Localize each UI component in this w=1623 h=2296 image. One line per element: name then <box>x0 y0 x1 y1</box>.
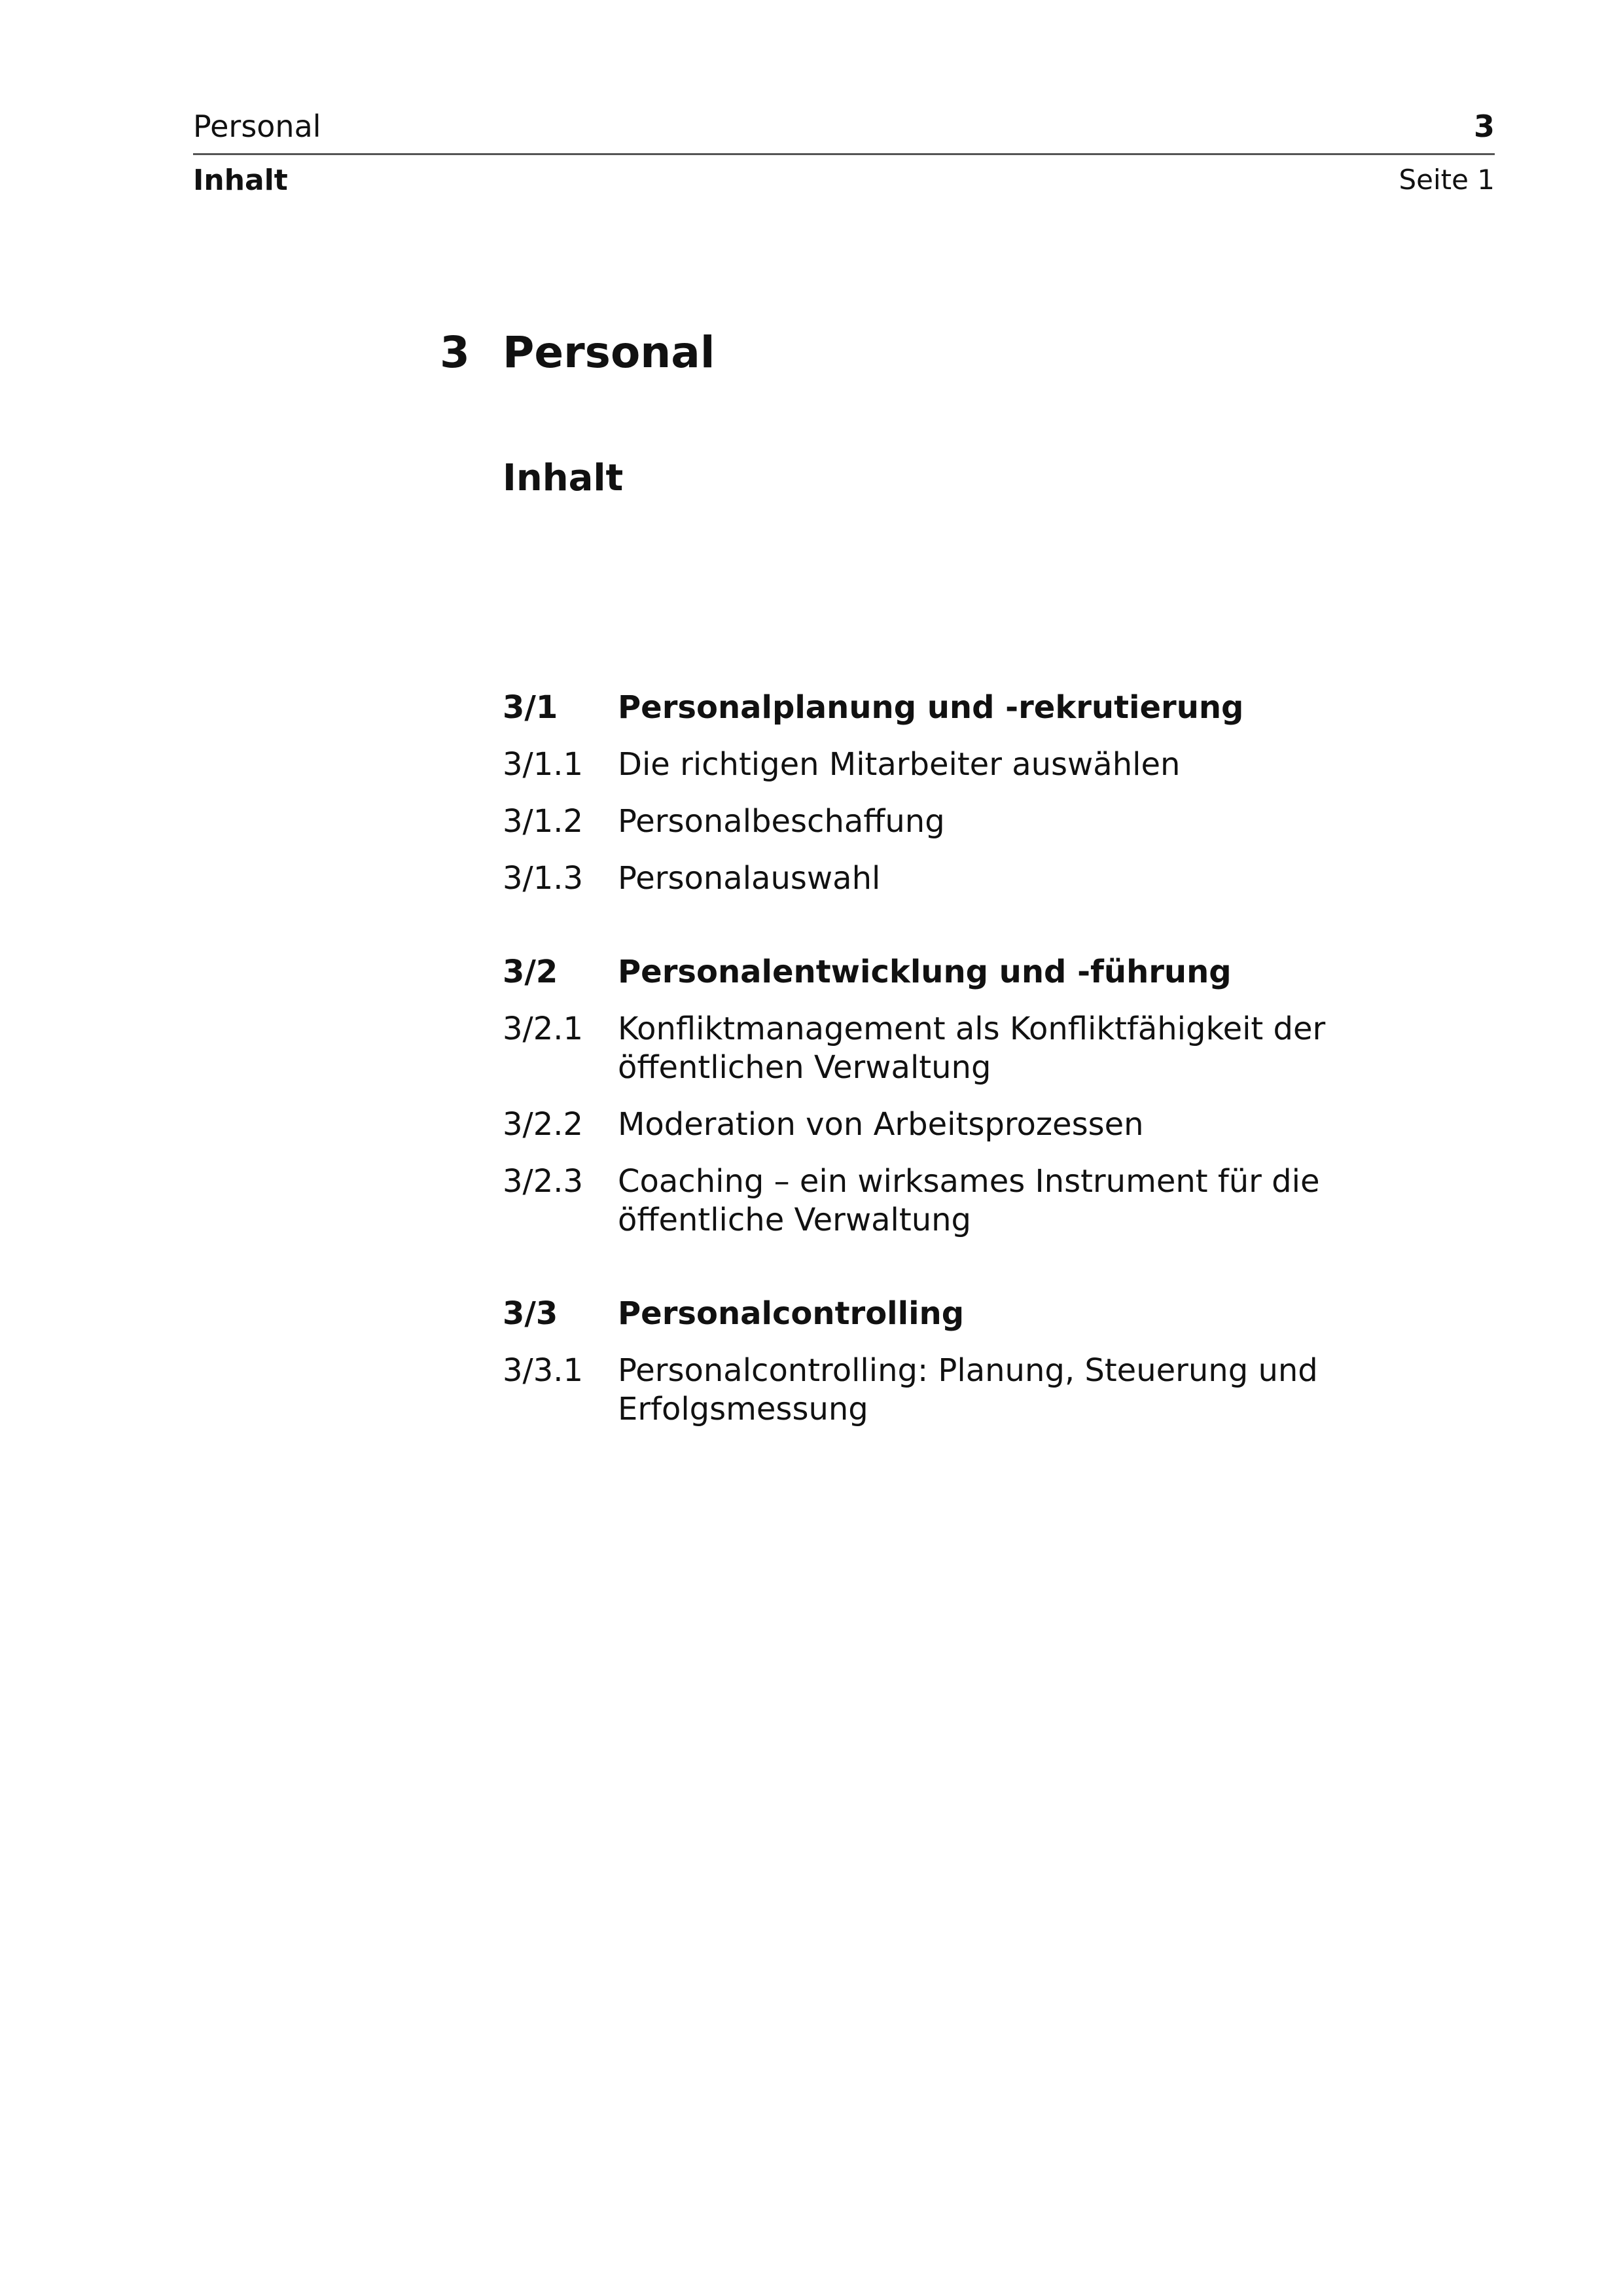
toc-entry-title: Coaching – ein wirksames Instrument für die öffentliche Verwaltung <box>618 1163 1320 1238</box>
toc-entry-number: 3/1.1 <box>503 746 584 783</box>
toc-entry-title: Die richtigen Mitarbeiter auswählen <box>618 746 1181 783</box>
toc-entry-number: 3/2.2 <box>503 1106 584 1143</box>
toc-section-entry[interactable] <box>503 689 1353 727</box>
running-header-chapter-number: 3 <box>1473 109 1495 144</box>
toc-entry[interactable] <box>503 802 1353 841</box>
toc-entry-title: Personalbeschaffung <box>618 803 945 840</box>
toc-section-group <box>503 1295 1353 1429</box>
toc-entry-number: 3/2.1 <box>503 1011 584 1047</box>
toc-entry[interactable] <box>503 1352 1353 1429</box>
running-header-subsection: Inhalt <box>193 164 288 197</box>
toc-entry[interactable] <box>503 859 1353 898</box>
table-of-contents <box>503 689 1353 1484</box>
toc-section-number: 3/1 <box>503 689 558 726</box>
toc-section-title: Personalcontrolling <box>618 1295 965 1332</box>
running-header-page-number: Seite 1 <box>1399 164 1495 196</box>
toc-entry[interactable] <box>503 1105 1353 1144</box>
toc-entry[interactable] <box>503 1162 1353 1240</box>
toc-section-group <box>503 689 1353 898</box>
running-header-top-row <box>193 105 1495 151</box>
toc-entry-title: Personalauswahl <box>618 860 881 897</box>
toc-entry[interactable] <box>503 745 1353 784</box>
running-header-bottom-row <box>193 164 1495 209</box>
toc-section-group <box>503 953 1353 1240</box>
running-header-section: Personal <box>193 109 321 144</box>
toc-entry-number: 3/1.2 <box>503 803 584 840</box>
toc-entry-number: 3/1.3 <box>503 860 584 897</box>
toc-entry-title: Konfliktmanagement als Konfliktfähigkeit der öffentlichen Verwaltung <box>618 1011 1326 1086</box>
toc-entry[interactable] <box>503 1010 1353 1087</box>
toc-entry-number: 3/2.3 <box>503 1163 584 1200</box>
chapter-heading <box>440 327 715 378</box>
toc-section-number: 3/3 <box>503 1295 558 1332</box>
toc-entry-number: 3/3.1 <box>503 1352 584 1389</box>
toc-section-entry[interactable] <box>503 953 1353 992</box>
toc-entry-title: Personalcontrolling: Planung, Steuerung und Erfolgsmessung <box>618 1352 1318 1427</box>
header-rule <box>193 153 1495 155</box>
toc-section-title: Personalplanung und -rekrutierung <box>618 689 1244 726</box>
chapter-title: Personal <box>503 327 715 378</box>
running-header <box>193 105 1495 209</box>
toc-entry-title: Moderation von Arbeitsprozessen <box>618 1106 1144 1143</box>
toc-section-entry[interactable] <box>503 1295 1353 1333</box>
contents-heading: Inhalt <box>503 457 624 499</box>
toc-section-title: Personalentwicklung und -führung <box>618 954 1232 990</box>
toc-section-number: 3/2 <box>503 954 558 990</box>
chapter-number: 3 <box>440 327 470 378</box>
